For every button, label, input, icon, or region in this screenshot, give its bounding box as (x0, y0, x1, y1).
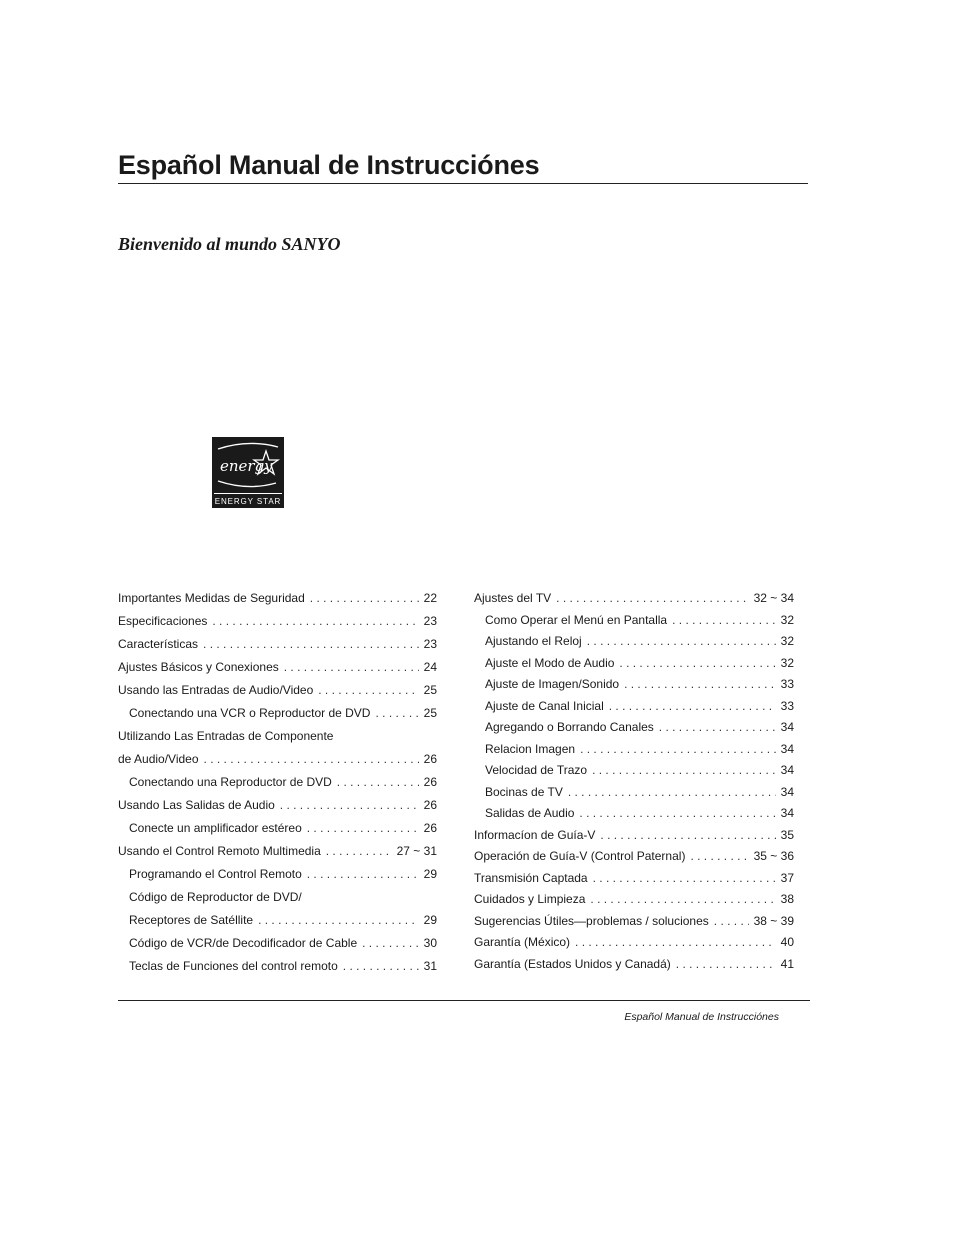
logo-separator (214, 493, 282, 494)
toc-entry-page: 41 (780, 956, 794, 971)
toc-entry-page: 35 ~ 36 (753, 849, 794, 863)
toc-leader-dots (318, 680, 418, 700)
toc-entry-title: Ajustes del TV (474, 591, 552, 605)
energy-star-label: ENERGY STAR (214, 497, 282, 506)
toc-leader-dots (579, 803, 775, 823)
toc-entry (474, 610, 794, 632)
toc-entry-title: Cuidados y Limpieza (474, 892, 586, 906)
toc-leader-dots (204, 749, 419, 769)
toc-leader-dots (590, 889, 775, 909)
toc-entry-title: Transmisión Captada (474, 870, 588, 885)
toc-right-column (474, 588, 794, 975)
toc-entry-page: 32 (780, 612, 794, 627)
toc-entry-title: Ajustes Básicos y Conexiones (118, 660, 279, 674)
toc-leader-dots (568, 782, 776, 802)
toc-entry-title: Agregando o Borrando Canales (485, 720, 654, 734)
toc-entry (118, 680, 437, 703)
toc-entry (474, 846, 794, 868)
toc-entry-page: 32 (780, 634, 794, 648)
toc-entry-page: 26 (423, 775, 437, 789)
toc-entry-title: Conectando una VCR o Reproductor de DVD (129, 706, 371, 720)
toc-leader-dots (556, 588, 748, 608)
toc-entry-page: 37 (780, 870, 794, 885)
toc-leader-dots (672, 610, 776, 630)
toc-entry-page: 34 (780, 741, 794, 756)
toc-leader-dots (690, 846, 748, 866)
toc-entry (118, 657, 437, 680)
toc-leader-dots (310, 588, 419, 608)
toc-entry-page: 26 (423, 798, 437, 812)
toc-entry-title: Especificaciones (118, 614, 208, 628)
toc-entry-page: 40 (780, 935, 794, 949)
energy-star-logo (212, 437, 284, 508)
toc-entry-title: Operación de Guía-V (Control Paternal) (474, 849, 686, 863)
toc-entry-page: 26 (423, 821, 437, 835)
toc-leader-dots (280, 795, 419, 815)
toc-entry-page: 23 (423, 637, 437, 651)
toc-entry (474, 588, 794, 610)
toc-entry-title: Características (118, 637, 199, 651)
toc-entry-title: Como Operar el Menú en Pantalla (485, 612, 668, 627)
toc-entry-page: 34 (780, 763, 794, 777)
toc-entry-page: 29 (423, 867, 437, 881)
toc-entry (474, 911, 794, 933)
toc-entry (474, 653, 794, 675)
toc-leader-dots (307, 818, 419, 838)
toc-entry-title: Utilizando Las Entradas de Componente (118, 729, 334, 743)
toc-leader-dots (619, 653, 775, 673)
toc-entry-title: Relacion Imagen (485, 741, 576, 756)
toc-leader-dots (587, 631, 776, 651)
toc-leader-dots (575, 932, 776, 952)
toc-leader-dots (592, 760, 776, 780)
toc-entry-page: 32 (780, 655, 794, 670)
toc-leader-dots (714, 911, 749, 931)
toc-entry-title: de Audio/Video (118, 752, 199, 766)
toc-entry (118, 956, 437, 979)
toc-entry-page: 27 ~ 31 (396, 844, 437, 858)
toc-entry-page: 32 ~ 34 (753, 591, 794, 605)
toc-entry-page: 23 (423, 614, 437, 628)
toc-entry (474, 631, 794, 653)
toc-entry-title: Conectando una Reproductor de DVD (129, 775, 332, 789)
toc-entry-title: Salidas de Audio (485, 806, 575, 820)
toc-leader-dots (580, 739, 776, 759)
toc-entry (118, 910, 437, 933)
toc-entry-page: 33 (780, 698, 794, 713)
toc-entry (118, 703, 437, 726)
toc-leader-dots (624, 674, 776, 694)
title-divider (118, 183, 808, 184)
toc-entry-title: Ajustando el Reloj (485, 634, 582, 648)
toc-entry-title: Código de VCR/de Decodificador de Cable (129, 936, 358, 950)
toc-leader-dots (676, 954, 776, 974)
toc-entry-title: Receptores de Satéllite (129, 913, 254, 927)
toc-entry-page: 38 ~ 39 (753, 913, 794, 928)
toc-leader-dots (337, 772, 419, 792)
toc-entry-title: Ajuste el Modo de Audio (485, 655, 615, 670)
footer-text: Español Manual de Instrucciónes (624, 1011, 779, 1023)
toc-entry (118, 818, 437, 841)
toc-entry-page: 24 (423, 660, 437, 674)
toc-entry (118, 887, 437, 910)
toc-entry-page: 34 (780, 806, 794, 820)
toc-entry-page: 34 (780, 720, 794, 734)
toc-leader-dots (609, 696, 776, 716)
energy-star-icon (212, 437, 284, 493)
toc-entry-page: 26 (423, 752, 437, 766)
toc-entry (474, 696, 794, 718)
toc-entry-page: 22 (423, 591, 437, 605)
toc-entry (118, 634, 437, 657)
toc-entry (474, 739, 794, 761)
toc-leader-dots (375, 703, 418, 723)
toc-entry-title: Usando el Control Remoto Multimedia (118, 844, 321, 858)
toc-leader-dots (362, 933, 419, 953)
toc-entry-page: 35 (780, 827, 794, 842)
toc-leader-dots (284, 657, 419, 677)
toc-entry-page: 34 (780, 784, 794, 799)
toc-entry-page: 25 (423, 706, 437, 720)
toc-leader-dots (203, 634, 419, 654)
toc-entry (474, 825, 794, 847)
toc-entry (474, 674, 794, 696)
toc-leader-dots (593, 868, 776, 888)
toc-leader-dots (343, 956, 419, 976)
toc-entry-title: Velocidad de Trazo (485, 763, 588, 777)
toc-entry (118, 611, 437, 634)
toc-entry-title: Garantía (Estados Unidos y Canadá) (474, 956, 671, 971)
toc-entry-title: Teclas de Funciones del control remoto (129, 959, 338, 973)
toc-entry-page: 38 (780, 892, 794, 906)
toc-left-column (118, 588, 437, 979)
toc-entry (118, 772, 437, 795)
toc-entry-title: Importantes Medidas de Seguridad (118, 591, 305, 605)
toc-entry-title: Garantía (México) (474, 935, 571, 949)
toc-entry (118, 795, 437, 818)
toc-entry-title: Sugerencias Útiles—problemas / soluciones (474, 913, 709, 928)
toc-entry-title: Conecte un amplificador estéreo (129, 821, 302, 835)
toc-entry (474, 760, 794, 782)
toc-entry-page: 25 (423, 683, 437, 697)
toc-entry (474, 932, 794, 954)
toc-leader-dots (212, 611, 418, 631)
toc-entry (474, 889, 794, 911)
toc-entry-page: 30 (423, 936, 437, 950)
toc-entry (474, 868, 794, 890)
energy-script-text: energy (220, 457, 273, 475)
toc-entry-title: Código de Reproductor de DVD/ (129, 890, 302, 904)
toc-entry-title: Usando Las Salidas de Audio (118, 798, 275, 812)
toc-entry-title: Usando las Entradas de Audio/Video (118, 683, 314, 697)
toc-entry (118, 864, 437, 887)
toc-entry (474, 782, 794, 804)
toc-entry-title: Ajuste de Imagen/Sonido (485, 677, 620, 691)
toc-entry (118, 933, 437, 956)
toc-entry (474, 803, 794, 825)
toc-entry (474, 717, 794, 739)
toc-entry (118, 726, 437, 749)
welcome-subtitle: Bienvenido al mundo SANYO (118, 234, 341, 254)
toc-entry (118, 749, 437, 772)
toc-entry-page: 29 (423, 913, 437, 927)
toc-entry-title: Ajuste de Canal Inicial (485, 698, 604, 713)
toc-entry-title: Informacíon de Guía-V (474, 827, 596, 842)
toc-leader-dots (659, 717, 776, 737)
toc-entry-page: 33 (780, 677, 794, 691)
toc-entry-page: 31 (423, 959, 437, 973)
toc-leader-dots (307, 864, 419, 884)
toc-entry (118, 841, 437, 864)
toc-entry-title: Programando el Control Remoto (129, 867, 302, 881)
page-title: Español Manual de Instrucciónes (118, 150, 540, 180)
toc-entry (118, 588, 437, 611)
toc-leader-dots (600, 825, 775, 845)
toc-entry (474, 954, 794, 976)
footer-divider (118, 1000, 810, 1001)
toc-entry-title: Bocinas de TV (485, 784, 563, 799)
toc-leader-dots (258, 910, 419, 930)
toc-leader-dots (326, 841, 392, 861)
